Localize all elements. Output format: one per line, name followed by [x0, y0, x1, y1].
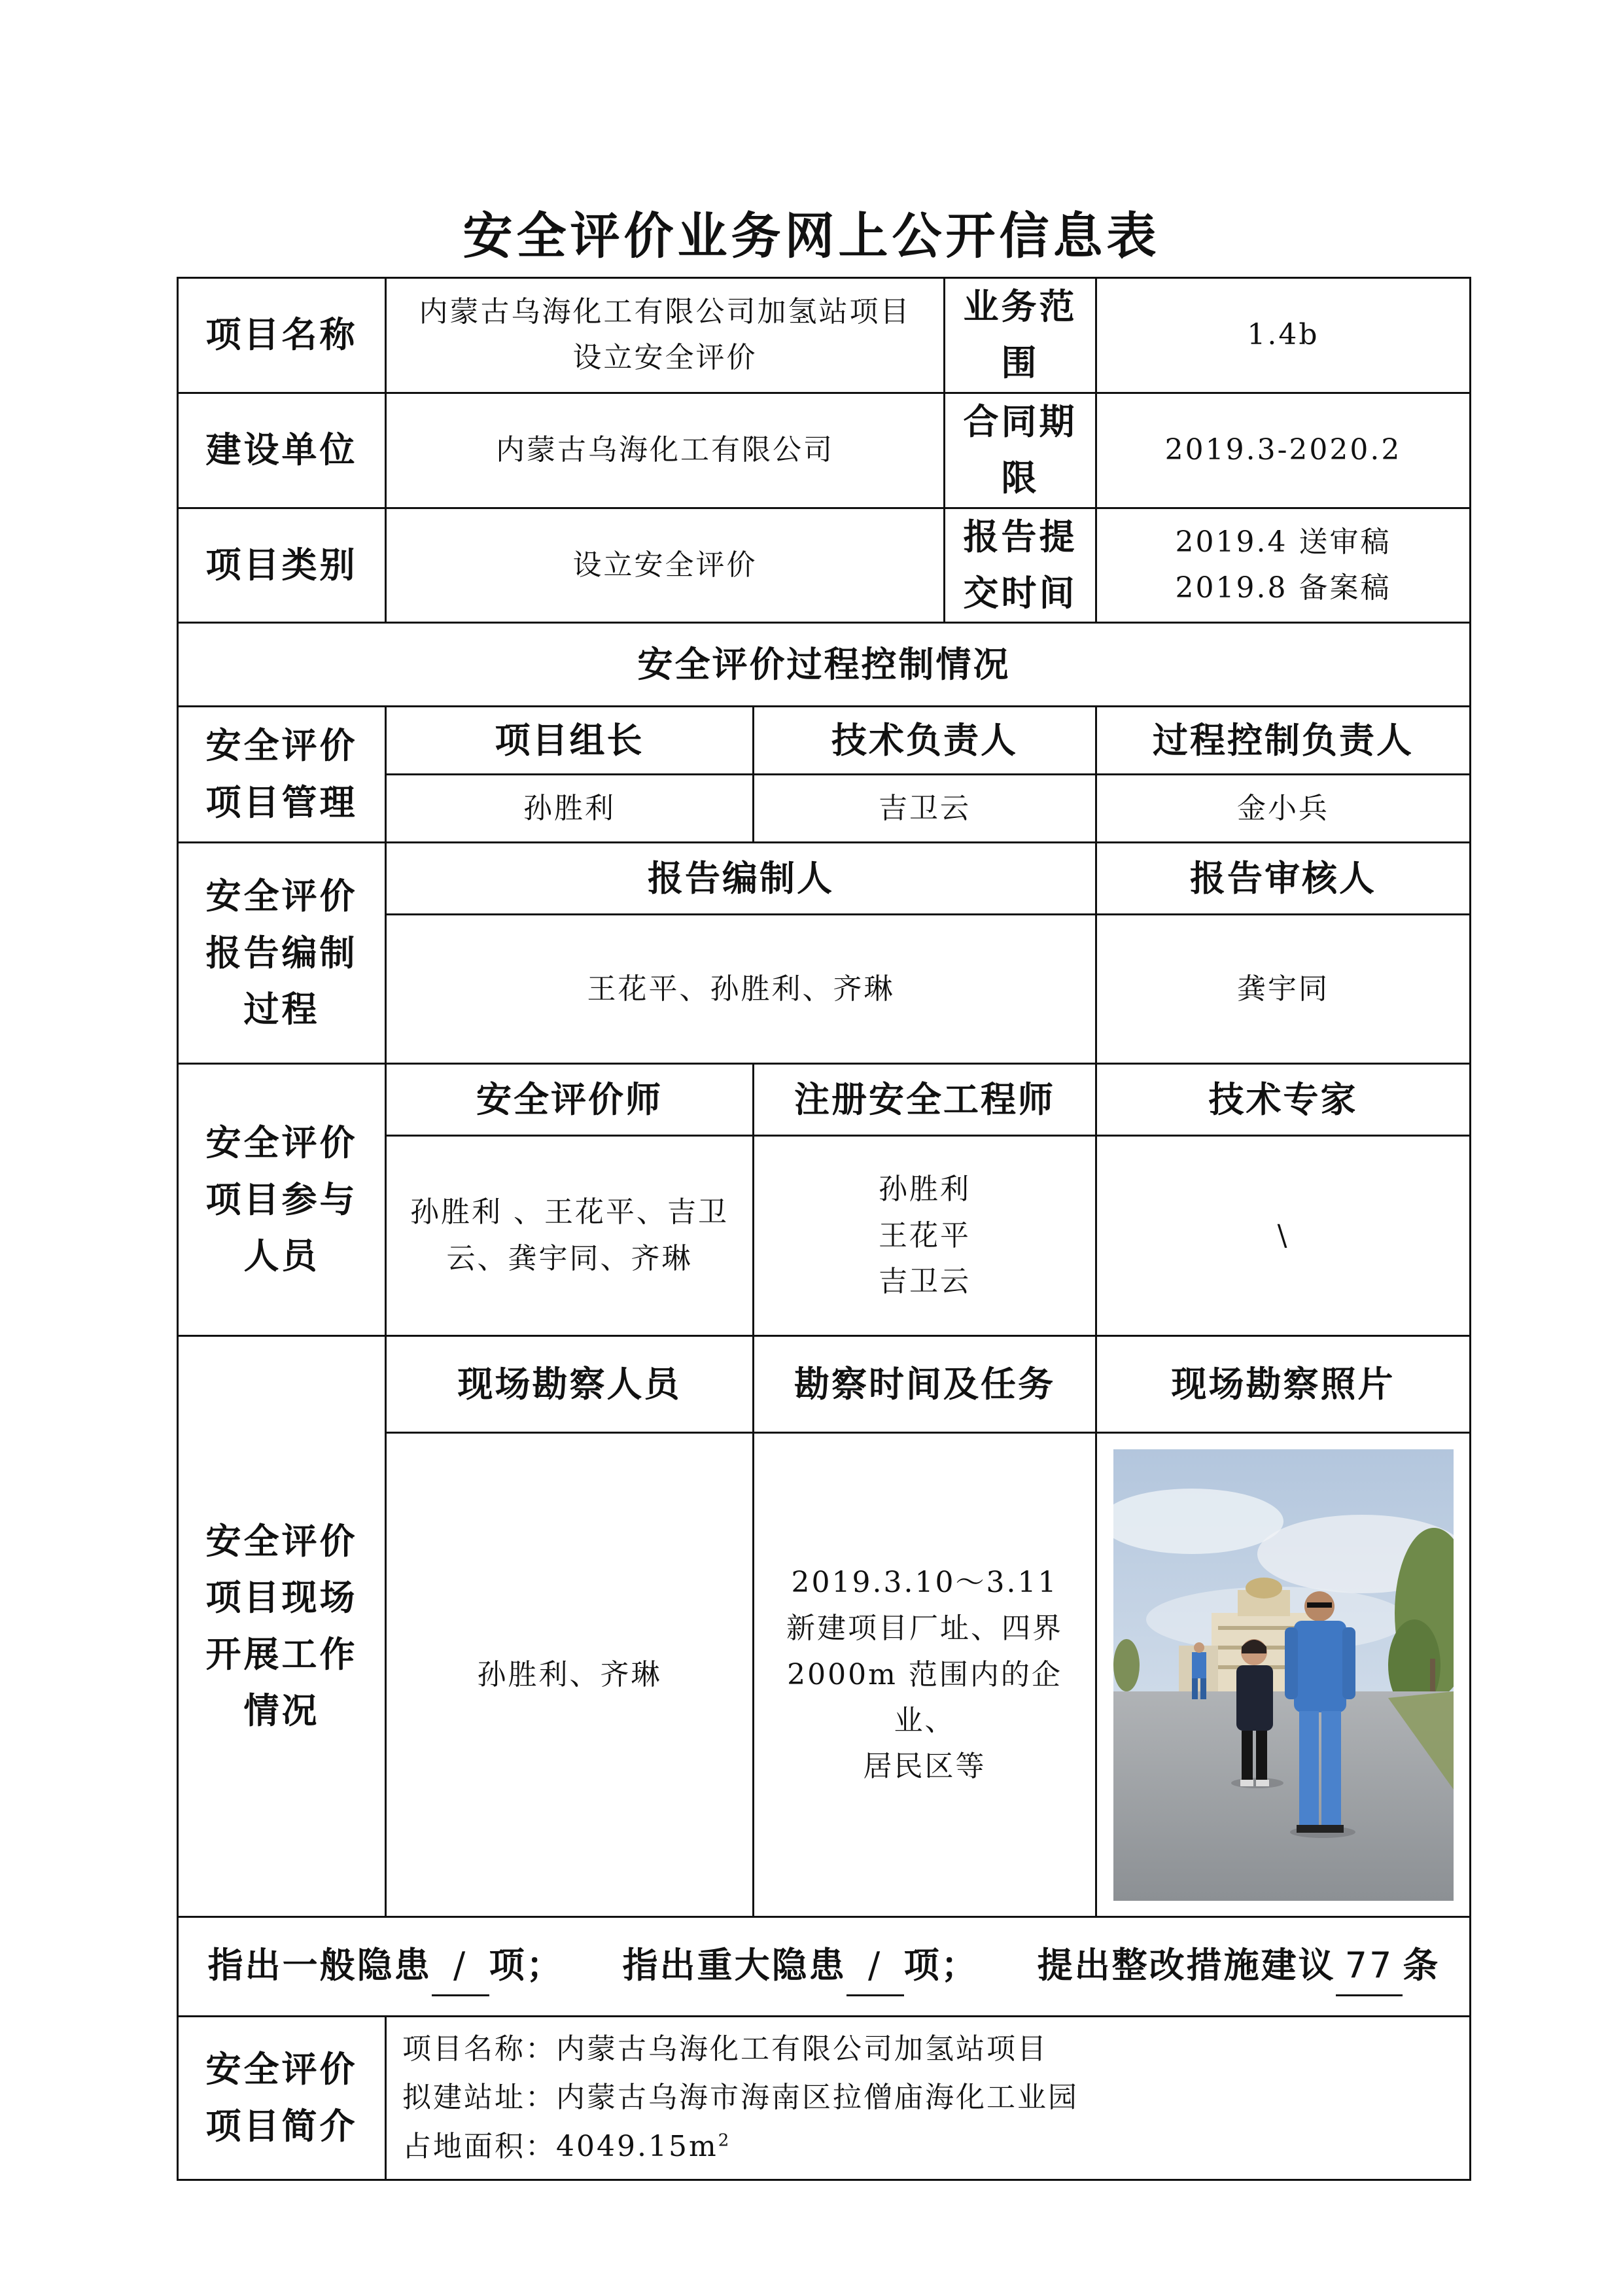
row-summary — [178, 1917, 1471, 2017]
contract-label: 合同期限 — [945, 393, 1096, 508]
header-engineers: 注册安全工程师 — [754, 1064, 1096, 1136]
submit-line1: 2019.4 送审稿 — [1175, 525, 1391, 559]
engineer-2: 王花平 — [879, 1218, 971, 1252]
site-task-line2: 新建项目厂址、四界 — [786, 1612, 1063, 1646]
row-site-header — [178, 1336, 1471, 1433]
header-experts: 技术专家 — [1096, 1064, 1471, 1136]
tech-lead-value: 吉卫云 — [754, 775, 1096, 843]
row-project-name — [178, 278, 1471, 393]
experts-value: \ — [1096, 1136, 1471, 1336]
process-lead-value: 金小兵 — [1096, 775, 1471, 843]
header-site-photo: 现场勘察照片 — [1096, 1336, 1471, 1433]
intro-area — [402, 2123, 1463, 2172]
advice-count: 77 — [1336, 1937, 1403, 1996]
site-label-line4: 情况 — [243, 1690, 320, 1732]
report-label-line1: 安全评价 — [205, 875, 358, 917]
intro-project-name: 项目名称：内蒙古乌海化工有限公司加氢站项目 — [402, 2032, 1048, 2066]
row-management-header — [178, 707, 1471, 775]
row-intro — [178, 2017, 1471, 2180]
header-site-staff: 现场勘察人员 — [386, 1336, 754, 1433]
engineer-3: 吉卫云 — [879, 1265, 971, 1299]
intro-site-address: 拟建站址：内蒙古乌海市海南区拉僧庙海化工业园 — [402, 2081, 1079, 2115]
header-team-leader: 项目组长 — [386, 707, 754, 775]
submit-line2: 2019.8 备案稿 — [1175, 571, 1391, 605]
site-photo-cell — [1096, 1433, 1471, 1917]
project-name-label: 项目名称 — [178, 278, 386, 393]
header-evaluators: 安全评价师 — [386, 1064, 754, 1136]
engineer-1: 孙胜利 — [879, 1173, 971, 1207]
general-hazard-prefix: 指出一般隐患 — [207, 1945, 432, 1987]
site-label-line2: 项目现场 — [205, 1577, 358, 1619]
report-label-line2: 报告编制 — [205, 932, 358, 974]
site-label — [178, 1336, 386, 1917]
general-hazard-count: / — [432, 1937, 489, 1996]
site-label-line3: 开展工作 — [205, 1633, 358, 1675]
header-tech-lead: 技术负责人 — [754, 707, 1096, 775]
process-title: 安全评价过程控制情况 — [178, 623, 1471, 707]
row-category — [178, 508, 1471, 623]
row-report-header — [178, 843, 1471, 915]
intro-area-text: 占地面积：4049.15m — [402, 2130, 718, 2164]
hazard-summary — [178, 1917, 1471, 2017]
intro-label-line1: 安全评价 — [205, 2049, 358, 2091]
site-staff-value: 孙胜利、齐琳 — [386, 1433, 754, 1917]
submit-value — [1096, 508, 1471, 623]
report-writers-value: 王花平、孙胜利、齐琳 — [386, 915, 1096, 1064]
management-label — [178, 707, 386, 843]
category-label: 项目类别 — [178, 508, 386, 623]
site-label-line1: 安全评价 — [205, 1521, 358, 1563]
participants-label-line2: 项目参与 — [205, 1178, 358, 1220]
submit-label: 报告提交时间 — [945, 508, 1096, 623]
site-task-value — [754, 1433, 1096, 1917]
site-task-line3: 2000m 范围内的企业、 — [787, 1657, 1062, 1738]
row-builder — [178, 393, 1471, 508]
report-reviewer-value: 龚宇同 — [1096, 915, 1471, 1064]
business-scope-value: 1.4b — [1096, 278, 1471, 393]
site-task-line4: 居民区等 — [863, 1750, 986, 1784]
major-hazard-count: / — [846, 1937, 904, 1996]
contract-value: 2019.3-2020.2 — [1096, 393, 1471, 508]
engineers-value — [754, 1136, 1096, 1336]
header-process-lead: 过程控制负责人 — [1096, 707, 1471, 775]
participants-label-line3: 人员 — [243, 1235, 320, 1277]
advice-prefix: 提出整改措施建议 — [1037, 1945, 1336, 1987]
project-name-line1: 内蒙古乌海化工有限公司加氢站项目 — [419, 295, 911, 328]
photo-ground — [1113, 1691, 1454, 1901]
team-leader-value: 孙胜利 — [386, 775, 754, 843]
row-process-title — [178, 623, 1471, 707]
header-site-task: 勘察时间及任务 — [754, 1336, 1096, 1433]
intro-label — [178, 2017, 386, 2180]
intro-content — [386, 2017, 1471, 2180]
business-scope-label: 业务范围 — [945, 278, 1096, 393]
builder-value: 内蒙古乌海化工有限公司 — [386, 393, 945, 508]
project-name-line2: 设立安全评价 — [572, 341, 758, 375]
major-hazard-suffix: 项； — [903, 1945, 979, 1987]
report-label-line3: 过程 — [243, 989, 320, 1031]
info-table — [177, 277, 1471, 2181]
intro-area-sup: 2 — [718, 2130, 731, 2151]
row-participants-header — [178, 1064, 1471, 1136]
project-name-value — [386, 278, 945, 393]
participants-label-line1: 安全评价 — [205, 1122, 358, 1164]
header-report-reviewer: 报告审核人 — [1096, 843, 1471, 915]
site-task-line1: 2019.3.10～3.11 — [791, 1565, 1058, 1599]
page-title: 安全评价业务网上公开信息表 — [462, 207, 1161, 265]
report-label — [178, 843, 386, 1064]
intro-label-line2: 项目简介 — [205, 2105, 358, 2147]
category-value: 设立安全评价 — [386, 508, 945, 623]
management-label-line2: 项目管理 — [205, 781, 358, 823]
participants-label — [178, 1064, 386, 1336]
management-label-line1: 安全评价 — [205, 725, 358, 767]
builder-label: 建设单位 — [178, 393, 386, 508]
evaluators-value: 孙胜利 、王花平、吉卫云、龚宇同、齐琳 — [386, 1136, 754, 1336]
advice-suffix: 条 — [1403, 1945, 1440, 1987]
header-report-writers: 报告编制人 — [386, 843, 1096, 915]
major-hazard-prefix: 指出重大隐患 — [622, 1945, 846, 1987]
general-hazard-suffix: 项； — [489, 1945, 564, 1987]
site-survey-photo — [1113, 1449, 1454, 1901]
